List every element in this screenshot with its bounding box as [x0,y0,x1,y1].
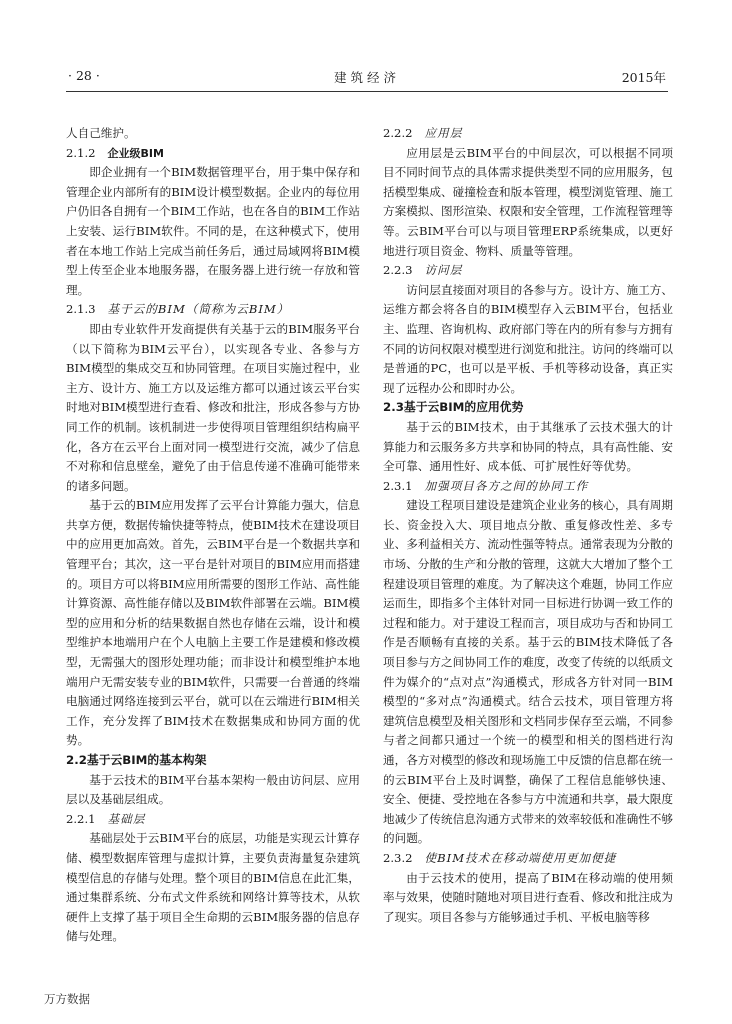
section-heading [66,751,360,771]
section-number: 2.3.2 [383,850,413,865]
paragraph: 由于云技术的使用，提高了BIM在移动端的使用频率与效果，使随时随地对项目进行查看、修改和批注成为了现实。项目各参与方能够通过手机、平板电脑等移 [383,870,673,924]
header-rule [66,91,668,92]
section-heading [66,144,360,164]
left-column [66,124,360,947]
section-heading [383,849,673,869]
paragraph: 基于云的BIM应用发挥了云平台计算能力强大，信息共享方便，数据传输快捷等特点，使BIM技术在建设项目中的应用更加高效。首先，云BIM平台是一个数据共享和管理平台；其次，这一平台是针对项目的BIM应用而搭建的。项目方可以将BIM应用所需要的图形工作站、高性能计算资源、高性能存储以及BIM软件部署在云端。BIM模型的应用和分析的结果数据自然也存储在云端，设计和模型维护本地端用户在个人电脑上主要工作是建模和修改模型，无需强大的图形处理功能；而非设计和模型维护本地端用户无需安装专业的BIM软件，只需要一台普通的终端电脑通过网络连接到云平台，就可以在云端进行BIM相关工作，充分发挥了BIM技术在数据集成和协同方面的优势。 [66,498,360,748]
section-title: 基于云BIM的应用优势 [403,400,524,415]
paragraph: 基于云的BIM技术，由于其继承了云技术强大的计算能力和云服务多方共享和协同的特点，具有高性能、安全可靠、通用性好、成本低、可扩展性好等优势。 [383,419,673,474]
section-number: 2.2.1 [66,811,96,826]
section-title: 加强项目各方之间的协同工作 [424,478,589,493]
right-column [383,124,673,927]
section-title: 基于云BIM的基本构架 [86,753,207,767]
paragraph: 人自己维护。 [66,126,136,140]
paragraph: 应用层是云BIM平台的中间层次，可以根据不同项目不同时间节点的具体需求提供类型不同的应用服务，包括模型集成、碰撞检查和版本管理，模型浏览管理、施工方案模拟、图形渲染、权限和安全管理，工作流程管理等等。云BIM平台可以与项目管理ERP系统集成，以更好地进行项目资金、物料、质量等管理。 [383,145,673,258]
paragraph: 访问层直接面对项目的各参与方。设计方、施工方、运维方都会将各自的BIM模型存入云BIM平台，包括业主、监理、咨询机构、政府部门等在内的所有参与方拥有不同的访问权限对模型进行浏览和批注。访问的终端可以是普通的PC，也可以是平板、手机等移动设备，真正实现了远程办公和即时办公。 [383,282,673,395]
section-number: 2.2 [66,753,87,767]
page-header [68,66,666,90]
section-title: 基础层 [107,811,146,826]
paragraph: 基础层处于云BIM平台的底层，功能是实现云计算存储、模型数据库管理与虚拟计算，主要负责海量复杂建筑模型信息的存储与处理。整个项目的BIM信息在此汇集，通过集群系统、分布式文件系统和网络计算等技术，从软硬件上支撑了基于项目全生命期的云BIM服务器的信息存储与处理。 [66,831,360,944]
journal-title: 建筑经济 [333,70,400,85]
paragraph: 即企业拥有一个BIM数据管理平台，用于集中保存和管理企业内部所有的BIM设计模型数据。企业内的每位用户仍旧各自拥有一个BIM工作站，也在各自的BIM工作站上安装、运行BIM软件。不同的是，在这种模式下，使用者在本地工作站上完成当前任务后，通过局域网将BIM模型上传至企业本地服务器，在服务器上进行统一存放和管理。 [66,165,360,297]
section-number: 2.1.3 [66,302,96,317]
section-number: 2.2.2 [383,126,413,140]
publication-year: 2015年 [621,70,666,85]
section-heading [383,261,673,281]
section-title: 访问层 [424,263,463,278]
section-number: 2.3.1 [383,478,413,493]
section-number: 2.1.2 [66,145,96,160]
section-heading [66,810,360,830]
section-heading [383,124,673,144]
section-title: 应用层 [424,126,463,140]
footer-watermark: 万方数据 [44,992,90,1006]
page-number: · 28 · [68,68,100,83]
section-title: 使BIM技术在移动端使用更加便捷 [424,850,617,865]
section-number: 2.2.3 [383,263,413,278]
section-title: 基于云的BIM（简称为云BIM） [107,302,290,317]
section-number: 2.3 [383,400,404,415]
paragraph: 基于云技术的BIM平台基本架构一般由访问层、应用层以及基础层组成。 [66,772,360,807]
section-heading [66,300,360,320]
paragraph: 即由专业软件开发商提供有关基于云的BIM服务平台（以下简称为BIM云平台），以实现各专业、各参与方BIM模型的集成交互和协同管理。在项目实施过程中，业主方、设计方、施工方以及运维方都可以通过该云平台实时地对BIM模型进行查看、修改和批注，形成各参与方协同工作的机制。该机制进一步使得项目管理组织结构扁平化，各方在云平台上面对同一模型进行交流，减少了信息不对称和信息壁垒，避免了由于信息传递不准确可能带来的诸多问题。 [66,321,360,493]
section-heading [383,398,673,418]
section-title: 企业级BIM [107,146,164,160]
paragraph: 建设工程项目建设是建筑企业业务的核心，具有周期长、资金投入大、项目地点分散、重复修改性差、多专业、多利益相关方、流动性强等特点。通常表现为分散的市场、分散的生产和分散的管理，这就大大增加了整个工程建设项目管理的难度。为了解决这个难题，协同工作应运而生，即指多个主体针对同一目标进行协调一致工作的过程和能力。对于建设工程而言，项目成功与否和协同工作是否顺畅有直接的关系。基于云的BIM技术降低了各项目参与方之间协同工作的难度，改变了传统的以纸质文件为媒介的“点对点”沟通模式，形成各方针对同一BIM模型的“多对点”沟通模式。结合云技术，项目管理方将建筑信息模型及相关图形和文档同步保存至云端，不同参与者之间都只通过一个统一的模型和相关的图档进行沟通，各方对模型的修改和现场施工中反馈的信息都在统一的云BIM平台上及时调整，确保了工程信息能够快速、安全、便捷、受控地在各参与方中流通和共享，最大限度地减少了传统信息沟通方式带来的效率较低和准确性不够的问题。 [383,498,673,846]
section-heading [383,477,673,497]
